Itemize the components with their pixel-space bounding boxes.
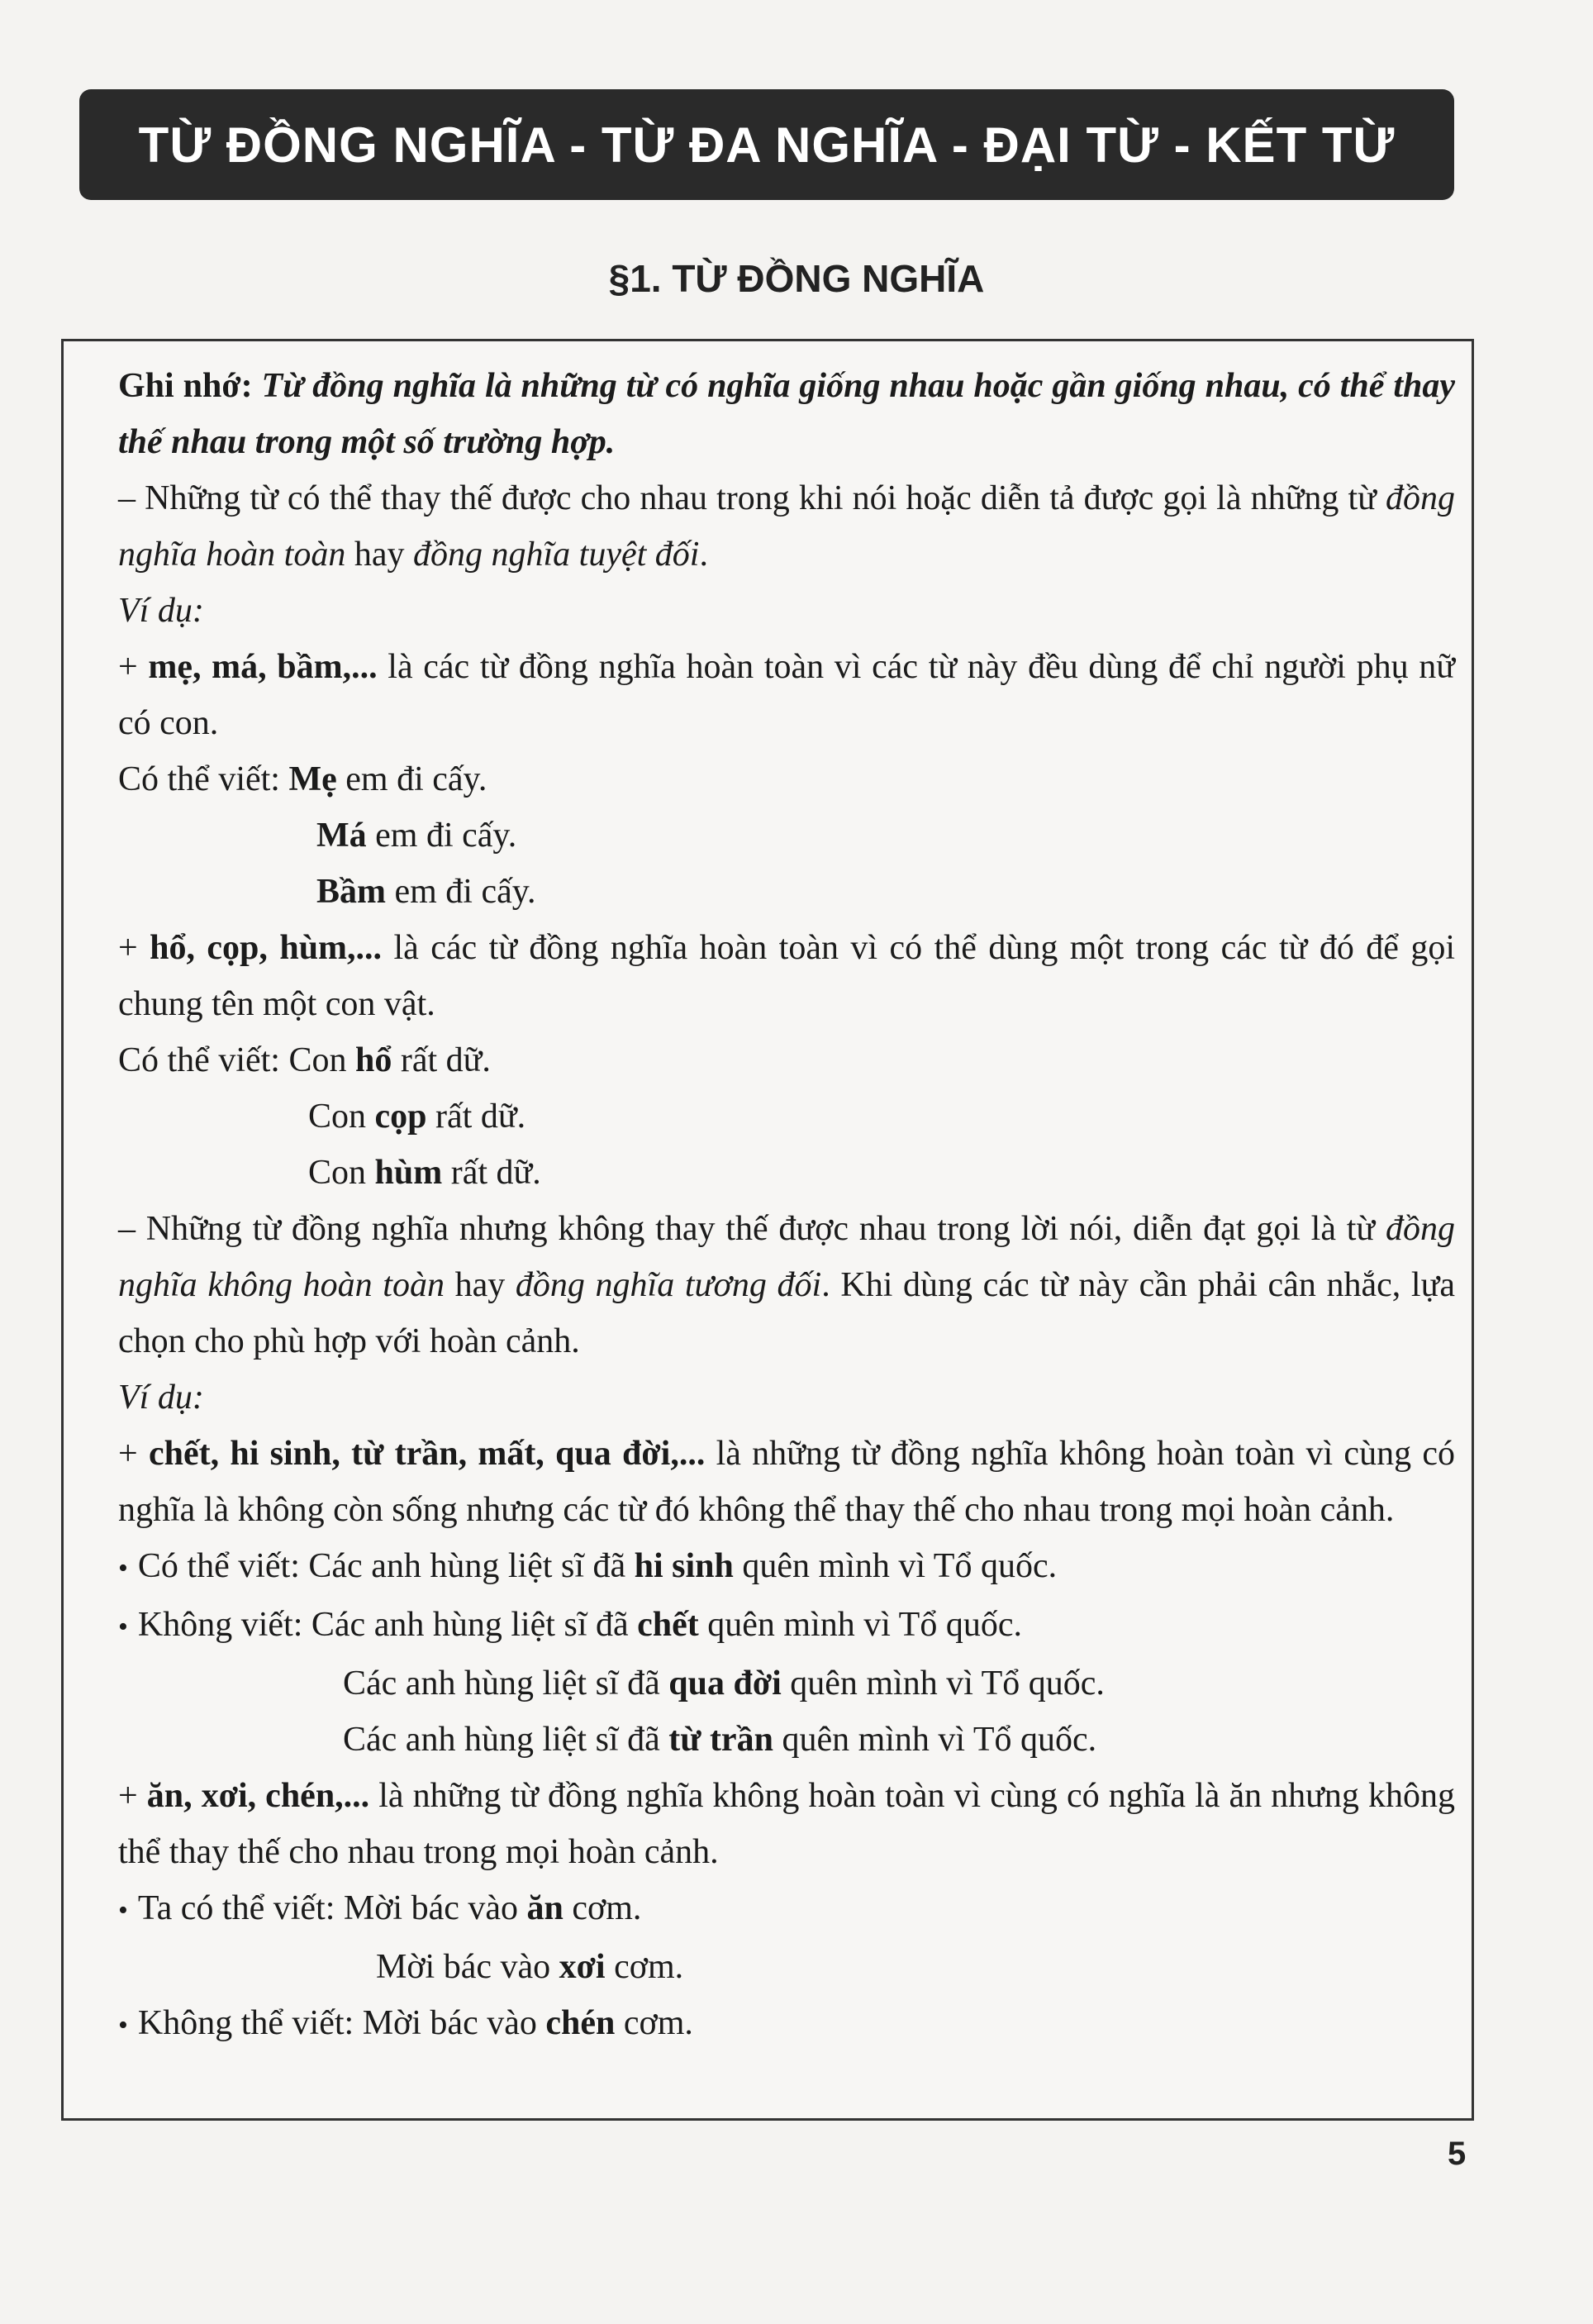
sentence-post: quên mình vì Tổ quốc. — [733, 1547, 1058, 1585]
complete-term1: đồng nghĩa hoàn toàn — [118, 479, 1455, 574]
example-chet-cannot — [118, 1597, 1455, 1655]
ex-an-text: là những từ đồng nghĩa không hoàn toàn vì cùng có nghĩa là ăn nhưng không thể thay thế cho nhau trong mọi hoàn cảnh. — [118, 1777, 1456, 1871]
complete-end: . — [699, 536, 708, 574]
example-an-can-2 — [118, 1939, 1455, 1995]
complete-mid: hay — [345, 536, 413, 574]
ex-chet-words: chết, hi sinh, từ trần, mất, qua đời,... — [148, 1435, 706, 1473]
example-ho — [118, 920, 1455, 1032]
ex-an-prefix: + — [118, 1777, 147, 1815]
word-me: Mẹ — [288, 760, 337, 798]
ex-ho-prefix: + — [118, 929, 150, 967]
example-me-s3 — [118, 864, 1455, 920]
cannot-label: Không viết: — [137, 1606, 311, 1644]
incomplete-intro: – Những từ đồng nghĩa nhưng không thay thế được nhau trong lời nói, diễn đạt gọi là từ — [118, 1210, 1386, 1248]
sentence-rest: em đi cấy. — [336, 760, 487, 798]
sentence-pre: Mời bác vào — [362, 2004, 546, 2042]
chapter-banner — [79, 89, 1454, 200]
word-con: Con — [288, 1041, 355, 1079]
word-an: ăn — [526, 1889, 563, 1927]
ex-chet-prefix: + — [118, 1435, 149, 1473]
example-ho-s2 — [118, 1088, 1455, 1145]
example-chet-cannot-3 — [118, 1712, 1455, 1768]
word-tu-tran: từ trần — [668, 1721, 773, 1759]
example-label — [118, 1369, 1455, 1426]
ex-ho-words: hổ, cọp, hùm,... — [150, 929, 383, 967]
sentence-rest: rất dữ. — [442, 1154, 541, 1192]
word-con: Con — [308, 1098, 375, 1136]
example-label-text: Ví dụ: — [118, 592, 204, 630]
sentence-pre: Các anh hùng liệt sĩ đã — [343, 1721, 669, 1759]
write-label: Có thể viết: — [118, 760, 289, 798]
word-xoi: xơi — [559, 1948, 606, 1986]
word-ho: hổ — [355, 1041, 392, 1079]
sentence-pre: Các anh hùng liệt sĩ đã — [311, 1606, 638, 1644]
word-bam: Bầm — [316, 873, 386, 911]
word-con: Con — [308, 1154, 375, 1192]
sentence-pre: Mời bác vào — [376, 1948, 559, 1986]
example-me-s2 — [118, 807, 1455, 864]
example-ho-s3 — [118, 1145, 1455, 1201]
word-cop: cọp — [374, 1098, 427, 1136]
cannot-label: Không thể viết: — [137, 2004, 363, 2042]
word-chen: chén — [545, 2004, 616, 2042]
word-chet: chết — [637, 1606, 699, 1644]
can-label: Ta có thể viết: — [137, 1889, 344, 1927]
note-label: Ghi nhớ: — [118, 367, 262, 405]
incomplete-synonym-paragraph — [118, 1201, 1455, 1369]
sentence-post: cơm. — [605, 1948, 684, 1986]
complete-synonym-paragraph — [118, 470, 1455, 583]
write-label: Có thể viết: — [118, 1041, 289, 1079]
ex-me-prefix: + — [118, 648, 149, 686]
sentence-pre: Các anh hùng liệt sĩ đã — [308, 1547, 635, 1585]
ex-an-words: ăn, xơi, chén,... — [146, 1777, 370, 1815]
example-chet-can — [118, 1538, 1455, 1597]
sentence-post: quên mình vì Tổ quốc. — [781, 1664, 1105, 1703]
example-label — [118, 583, 1455, 639]
note-paragraph — [118, 358, 1455, 470]
word-hi-sinh: hi sinh — [634, 1547, 734, 1585]
example-an — [118, 1768, 1455, 1880]
example-label-text: Ví dụ: — [118, 1379, 204, 1417]
sentence-rest: rất dữ. — [392, 1041, 491, 1079]
sentence-post: quên mình vì Tổ quốc. — [773, 1721, 1097, 1759]
incomplete-end: . Khi dùng các từ này cần phải cân nhắc, lựa chọn cho phù hợp với hoàn cảnh. — [118, 1266, 1455, 1360]
word-ma: Má — [316, 817, 367, 855]
content-box — [61, 339, 1474, 2121]
sentence-post: cơm. — [563, 1889, 642, 1927]
incomplete-term1: đồng nghĩa không hoàn toàn — [118, 1210, 1455, 1304]
complete-intro: – Những từ có thể thay thế được cho nhau trong khi nói hoặc diễn tả được gọi là những từ — [118, 479, 1386, 517]
sentence-rest: em đi cấy. — [386, 873, 536, 911]
section-title: §1. TỪ ĐỒNG NGHĨA — [608, 257, 985, 300]
incomplete-term2: đồng nghĩa tương đối — [515, 1266, 822, 1304]
ex-ho-text: là các từ đồng nghĩa hoàn toàn vì có thể dùng một trong các từ đó để gọi chung tên một con vật. — [118, 929, 1456, 1023]
example-ho-s1 — [118, 1032, 1455, 1088]
example-me — [118, 639, 1455, 751]
complete-term2: đồng nghĩa tuyệt đối — [413, 536, 700, 574]
page-number: 5 — [1448, 2136, 1467, 2172]
example-an-cannot — [118, 1995, 1455, 2054]
sentence-pre: Các anh hùng liệt sĩ đã — [343, 1664, 669, 1703]
content-body — [118, 358, 1455, 2054]
example-an-can — [118, 1880, 1455, 1939]
word-hum: hùm — [374, 1154, 443, 1192]
example-chet — [118, 1426, 1455, 1538]
sentence-rest: rất dữ. — [426, 1098, 526, 1136]
word-qua-doi: qua đời — [668, 1664, 782, 1703]
ex-me-text: là các từ đồng nghĩa hoàn toàn vì các từ này đều dùng để chỉ người phụ nữ có con. — [118, 648, 1455, 742]
sentence-rest: em đi cấy. — [366, 817, 517, 855]
example-me-s1 — [118, 751, 1455, 807]
can-label: Có thể viết: — [137, 1547, 309, 1585]
sentence-post: cơm. — [615, 2004, 693, 2042]
ex-me-words: mẹ, má, bầm,... — [148, 648, 378, 686]
note-definition: Từ đồng nghĩa là những từ có nghĩa giống nhau hoặc gần giống nhau, có thể thay thế nhau trong một số trường hợp. — [118, 367, 1456, 461]
sentence-pre: Mời bác vào — [343, 1889, 527, 1927]
ex-chet-text: là những từ đồng nghĩa không hoàn toàn vì cùng có nghĩa là không còn sống nhưng các từ đó không thể thay thế cho nhau trong mọi hoàn cảnh. — [118, 1435, 1455, 1529]
incomplete-mid: hay — [444, 1266, 516, 1304]
sentence-post: quên mình vì Tổ quốc. — [698, 1606, 1022, 1644]
chapter-title: TỪ ĐỒNG NGHĨA - TỪ ĐA NGHĨA - ĐẠI TỪ - KẾT TỪ — [138, 117, 1396, 173]
example-chet-cannot-2 — [118, 1655, 1455, 1712]
